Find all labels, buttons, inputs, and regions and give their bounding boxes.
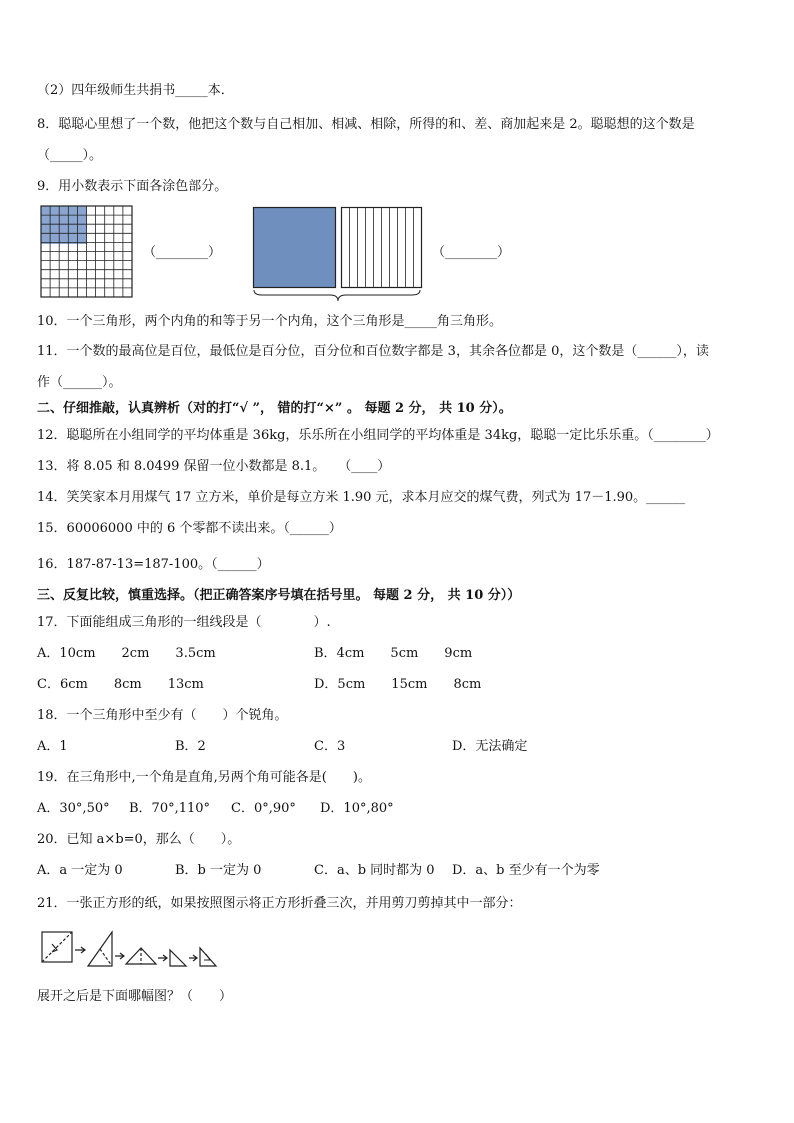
q13: 13．将 8.05 和 8.0499 保留一位小数都是 8.1。 （____） [37, 459, 391, 474]
q18-option-d[interactable]: D．无法确定 [452, 739, 528, 754]
q11-line2: 作（______）。 [37, 375, 122, 390]
q8-line1: 8．聪聪心里想了一个数，他把这个数与自己相加、相减、相除，所得的和、差、商加起来是 2。聪聪想的这个数是 [37, 117, 695, 132]
grid-figure [40, 205, 134, 299]
q14: 14．笑笑家本月用煤气 17 立方米，单价是每立方米 1.90 元，求本月应交的煤气费，列式为 17－1.90。______ [37, 490, 686, 505]
q18-option-b[interactable]: B．2 [175, 739, 206, 754]
q17-option-b[interactable]: B．4cm 5cm 9cm [314, 646, 473, 661]
q17: 17．下面能组成三角形的一组线段是（ ）. [37, 615, 331, 630]
q7-part2: （2）四年级师生共捐书_____本． [37, 83, 234, 98]
q19-option-b[interactable]: B．70°,110° [129, 801, 211, 816]
q19: 19．在三角形中,一个角是直角,另两个角可能各是( )。 [37, 770, 371, 785]
q19-option-a[interactable]: A．30°,50° [37, 801, 110, 816]
shaded-region [41, 206, 87, 244]
folding-sequence-figure [40, 926, 220, 972]
q21-question: 展开之后是下面哪幅图？（ ） [37, 989, 233, 1004]
q15: 15．60006000 中的 6 个零都不读出来。（______） [37, 521, 342, 536]
q20-option-a[interactable]: A．a 一定为 0 [37, 863, 123, 878]
q18-option-a[interactable]: A．1 [37, 739, 68, 754]
q20-option-d[interactable]: D．a、b 至少有一个为零 [452, 863, 600, 878]
q9-answer2[interactable]: （________） [432, 245, 511, 260]
q19-option-d[interactable]: D．10°,80° [320, 801, 394, 816]
q17-option-c[interactable]: C．6cm 8cm 13cm [37, 677, 204, 692]
q19-option-c[interactable]: C．0°,90° [231, 801, 296, 816]
q20-option-b[interactable]: B．b 一定为 0 [175, 863, 262, 878]
q16: 16．187-87-13=187-100。（______） [37, 557, 270, 572]
q17-option-a[interactable]: A．10cm 2cm 3.5cm [37, 646, 216, 661]
q8-line2: （_____）。 [37, 148, 103, 163]
q10: 10．一个三角形，两个内角的和等于另一个内角，这个三角形是_____角三角形。 [37, 314, 503, 329]
brace [254, 290, 420, 301]
q9-answer1[interactable]: （________） [143, 245, 222, 260]
q20-option-c[interactable]: C．a、b 同时都为 0 [314, 863, 435, 878]
section2-heading: 二、仔细推敲，认真辨析（对的打“√ ”， 错的打“×” 。 每题 2 分， 共 10 分）。 [37, 401, 512, 416]
q18: 18．一个三角形中至少有（ ）个锐角。 [37, 708, 288, 723]
q18-option-c[interactable]: C．3 [314, 739, 346, 754]
q21: 21．一张正方形的纸，如果按照图示将正方形折叠三次，并用剪刀剪掉其中一部分： [37, 896, 522, 911]
q20: 20．已知 a×b=0，那么（ ）。 [37, 832, 241, 847]
square-and-strips-figure [252, 206, 424, 306]
q11-line1: 11．一个数的最高位是百位，最低位是百分位，百分位和百位数字都是 3，其余各位都是 0，这个数是（______），读 [37, 344, 709, 359]
shaded-square [254, 208, 336, 288]
q9-title: 9．用小数表示下面各涂色部分。 [37, 179, 228, 194]
section3-heading: 三、反复比较，慎重选择。（把正确答案序号填在括号里。 每题 2 分， 共 10 分）） [37, 588, 521, 603]
q17-option-d[interactable]: D．5cm 15cm 8cm [314, 677, 482, 692]
q12: 12．聪聪所在小组同学的平均体重是 36kg，乐乐所在小组同学的平均体重是 34kg，聪聪一定比乐乐重。（________） [37, 428, 719, 443]
